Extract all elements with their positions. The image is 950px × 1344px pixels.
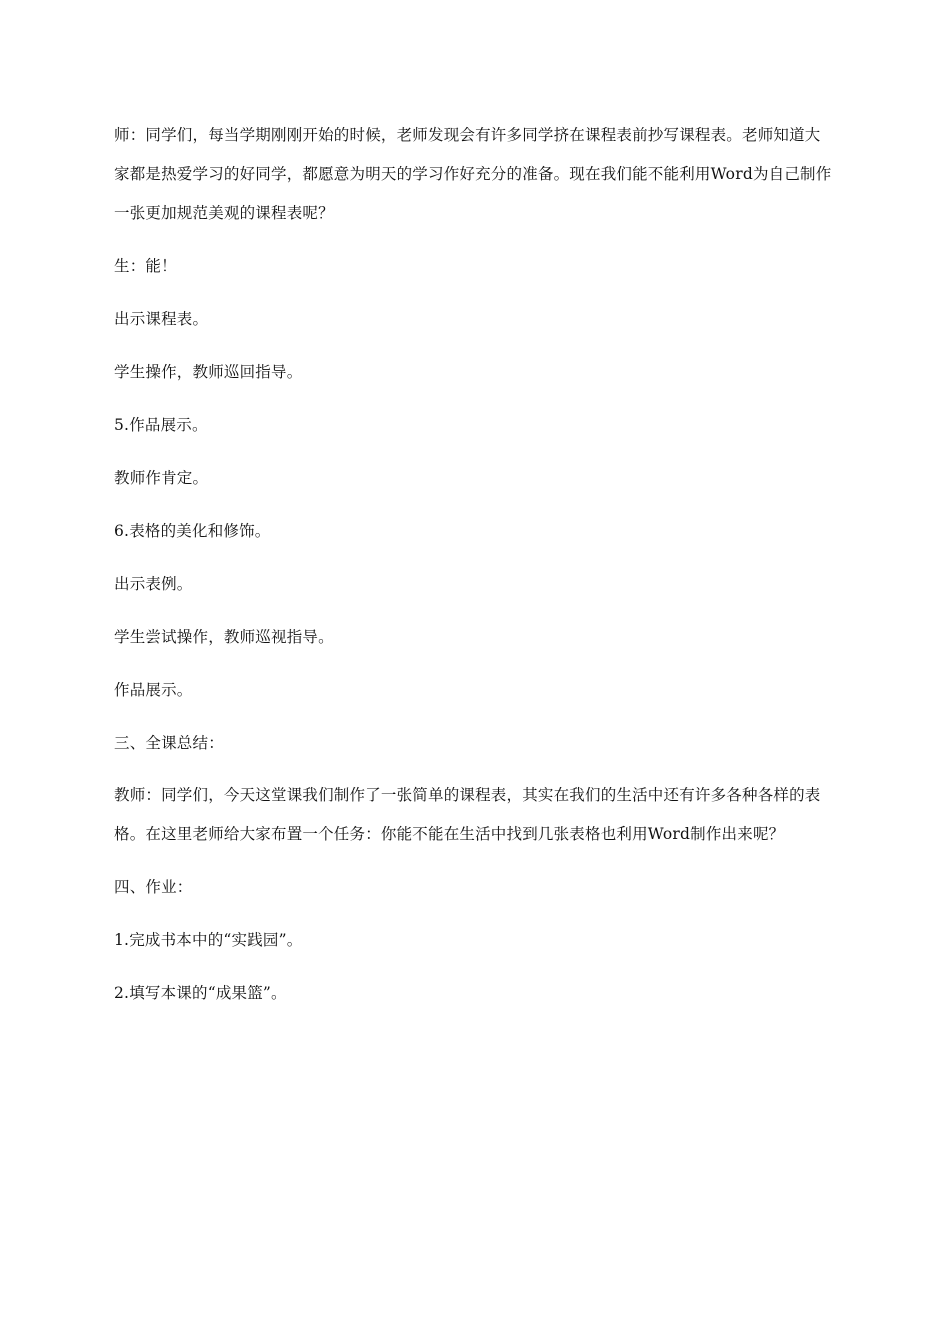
paragraph-works-display: 作品展示。 <box>114 681 193 699</box>
paragraph-step-6: 6.表格的美化和修饰。 <box>114 522 271 540</box>
heading-homework: 四、作业： <box>114 878 193 896</box>
heading-lesson-summary: 三、全课总结： <box>114 734 224 752</box>
paragraph-homework-2: 2.填写本课的“成果篮”。 <box>114 984 287 1002</box>
paragraph-homework-1: 1.完成书本中的“实践园”。 <box>114 931 303 949</box>
paragraph-teacher-intro: 师：同学们，每当学期刚刚开始的时候，老师发现会有许多同学挤在课程表前抄写课程表。老师知道大家都是热爱学习的好同学，都愿意为明天的学习作好充分的准备。现在我们能不能利用Word为自己制作一张更加规范美观的课程表呢？ <box>114 126 832 222</box>
paragraph-show-example: 出示表例。 <box>114 575 193 593</box>
paragraph-student-answer: 生：能！ <box>114 257 177 275</box>
paragraph-teacher-affirm: 教师作肯定。 <box>114 469 209 487</box>
document-body <box>114 122 836 1032</box>
paragraph-show-schedule: 出示课程表。 <box>114 310 209 328</box>
paragraph-teacher-summary: 教师：同学们，今天这堂课我们制作了一张简单的课程表，其实在我们的生活中还有许多各种各样的表格。在这里老师给大家布置一个任务：你能不能在生活中找到几张表格也利用Word制作出来呢？ <box>114 786 821 843</box>
paragraph-student-operation: 学生操作，教师巡回指导。 <box>114 363 303 381</box>
paragraph-student-try: 学生尝试操作，教师巡视指导。 <box>114 628 334 646</box>
paragraph-step-5: 5.作品展示。 <box>114 416 208 434</box>
